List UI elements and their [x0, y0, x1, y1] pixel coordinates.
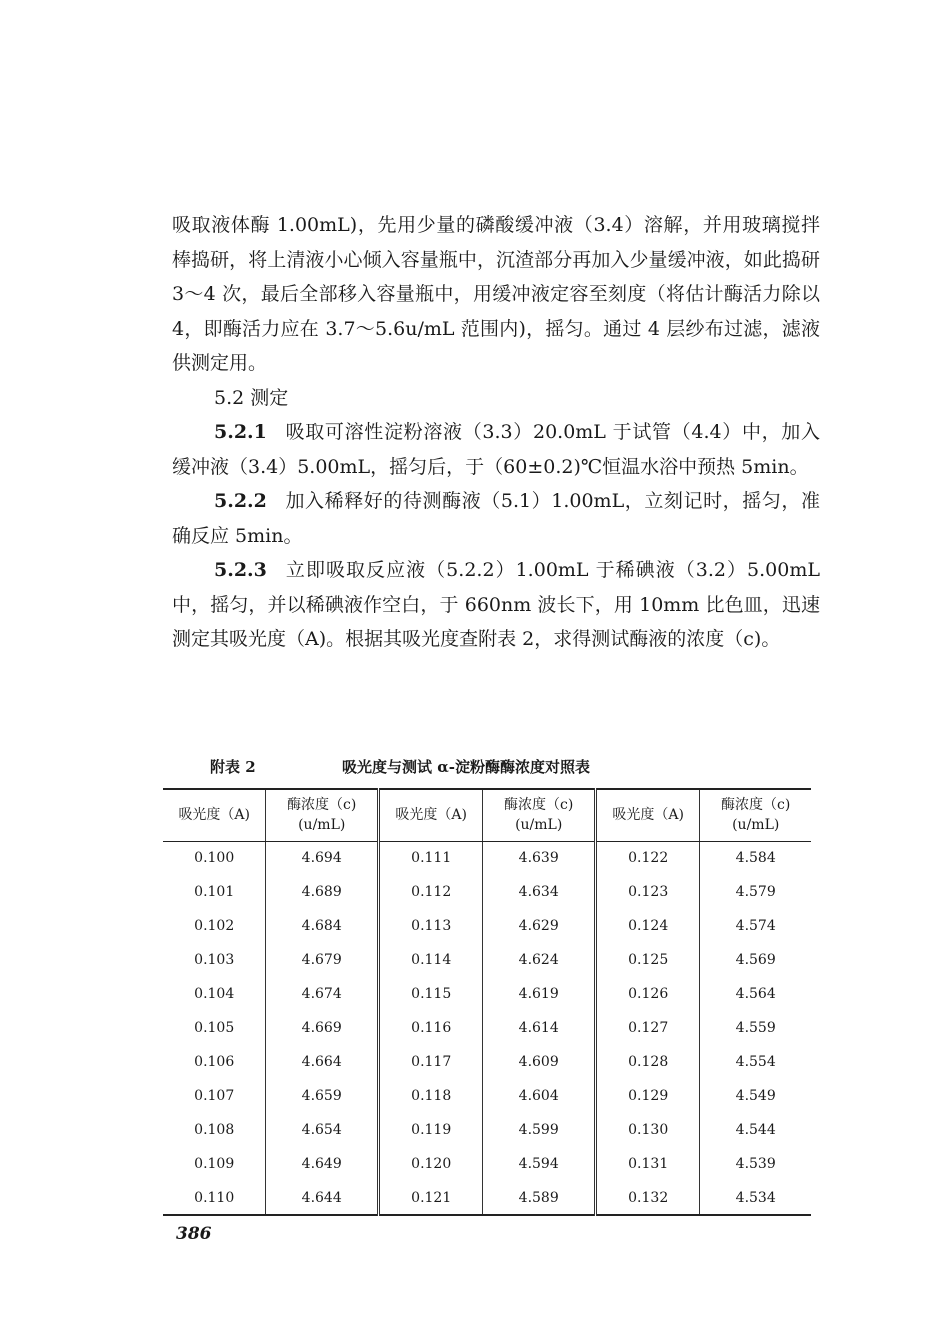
clause-text: 加入稀释好的待测酶液（5.1）1.00mL，立刻记时，摇匀，准确反应 5min。: [172, 490, 820, 547]
header-conc-unit: (u/mL): [298, 817, 346, 834]
concentration-cell: 4.624: [483, 943, 596, 977]
concentration-cell: 4.594: [483, 1147, 596, 1181]
absorbance-cell: 0.105: [194, 1020, 235, 1036]
absorbance-cell: 0.114: [378, 943, 482, 977]
header-absorbance: 吸光度（A): [378, 789, 482, 841]
concentration-cell: 4.539: [700, 1147, 811, 1181]
concentration-cell: 4.659: [266, 1079, 379, 1113]
concentration-cell: 4.664: [266, 1045, 379, 1079]
table-row: [163, 977, 811, 1011]
table-label: 附表 2: [210, 758, 256, 776]
clause-text: 吸取可溶性淀粉溶液（3.3）20.0mL 于试管（4.4）中，加入缓冲液（3.4）5.00mL，摇匀后，于（60±0.2)℃恒温水浴中预热 5min。: [172, 421, 820, 478]
absorbance-cell: 0.104: [194, 986, 235, 1002]
concentration-cell: 4.599: [483, 1113, 596, 1147]
clause-number: 5.2.1: [214, 421, 267, 443]
absorbance-cell: 0.116: [378, 1011, 482, 1045]
absorbance-cell: 0.123: [595, 875, 699, 909]
concentration-cell: 4.694: [266, 841, 379, 875]
table-row: [163, 943, 811, 977]
clause-number: 5.2.2: [214, 490, 267, 512]
concentration-cell: 4.639: [483, 841, 596, 875]
table-row: [163, 909, 811, 943]
concentration-cell: 4.614: [483, 1011, 596, 1045]
concentration-cell: 4.649: [266, 1147, 379, 1181]
concentration-cell: 4.679: [266, 943, 379, 977]
page-number: 386: [176, 1224, 212, 1244]
absorbance-cell: 0.132: [595, 1181, 699, 1215]
absorbance-cell: 0.130: [595, 1113, 699, 1147]
paragraph-5-2-2: [172, 484, 820, 553]
concentration-cell: 4.584: [700, 841, 811, 875]
absorbance-cell: 0.110: [163, 1181, 266, 1215]
paragraph-5-2-3: [172, 553, 820, 657]
concentration-cell: 4.654: [266, 1113, 379, 1147]
absorbance-cell: 0.100: [194, 850, 235, 867]
absorbance-cell: 0.103: [194, 952, 235, 968]
table-title: 吸光度与测试 α-淀粉酶酶浓度对照表: [342, 758, 590, 776]
table-row: [163, 1079, 811, 1113]
concentration-cell: 4.564: [700, 977, 811, 1011]
header-concentration: [266, 789, 379, 841]
concentration-cell: 4.674: [266, 977, 379, 1011]
concentration-cell: 4.549: [700, 1079, 811, 1113]
absorbance-cell: 0.115: [378, 977, 482, 1011]
table-caption: [210, 756, 810, 782]
table-row: [163, 1147, 811, 1181]
absorbance-cell: 0.131: [595, 1147, 699, 1181]
absorbance-cell: 0.113: [378, 909, 482, 943]
absorbance-cell: 0.109: [194, 1156, 235, 1172]
header-conc-unit: (u/mL): [515, 817, 563, 834]
absorbance-cell: 0.128: [595, 1045, 699, 1079]
paragraph-5-2-1: [172, 415, 820, 484]
concentration-cell: 4.684: [266, 909, 379, 943]
absorbance-concentration-table: [163, 788, 811, 1216]
concentration-cell: 4.609: [483, 1045, 596, 1079]
absorbance-cell: 0.126: [595, 977, 699, 1011]
absorbance-cell: 0.124: [595, 909, 699, 943]
concentration-cell: 4.689: [266, 875, 379, 909]
absorbance-cell: 0.117: [378, 1045, 482, 1079]
table-row: [163, 1045, 811, 1079]
absorbance-cell: 0.125: [595, 943, 699, 977]
concentration-cell: 4.579: [700, 875, 811, 909]
paragraph-continuation: 吸取液体酶 1.00mL)，先用少量的磷酸缓冲液（3.4）溶解，并用玻璃搅拌棒捣研，将上清液小心倾入容量瓶中，沉渣部分再加入少量缓冲液，如此捣研 3～4 次，最后全部移入容量瓶中，用缓冲液定容至刻度（将估计酶活力除以 4，即酶活力应在 3.7～5.6u/mL 范围内)，摇匀。通过 4 层纱布过滤，滤液供测定用。: [172, 214, 820, 374]
table-row: [163, 1113, 811, 1147]
concentration-cell: 4.644: [266, 1181, 379, 1215]
absorbance-cell: 0.101: [194, 884, 235, 900]
clause-number: 5.2.3: [214, 559, 267, 581]
table-header-row: [163, 789, 811, 841]
header-absorbance: 吸光度（A): [595, 789, 699, 841]
table-row: [163, 875, 811, 909]
concentration-cell: 4.544: [700, 1113, 811, 1147]
clause-text: 立即吸取反应液（5.2.2）1.00mL 于稀碘液（3.2）5.00mL 中，摇匀，并以稀碘液作空白，于 660nm 波长下，用 10mm 比色皿，迅速测定其吸光度（A)。根据其吸光度查附表 2，求得测试酶液的浓度（c)。: [172, 559, 820, 650]
concentration-cell: 4.559: [700, 1011, 811, 1045]
absorbance-cell: 0.119: [378, 1113, 482, 1147]
concentration-cell: 4.554: [700, 1045, 811, 1079]
absorbance-cell: 0.127: [595, 1011, 699, 1045]
concentration-cell: 4.634: [483, 875, 596, 909]
concentration-cell: 4.589: [483, 1181, 596, 1215]
absorbance-cell: 0.118: [378, 1079, 482, 1113]
concentration-cell: 4.604: [483, 1079, 596, 1113]
absorbance-cell: 0.129: [595, 1079, 699, 1113]
header-concentration: [700, 789, 811, 841]
table-row: [163, 841, 811, 875]
body-text: [172, 208, 820, 657]
absorbance-cell: 0.121: [378, 1181, 482, 1215]
absorbance-cell: 0.106: [194, 1054, 235, 1070]
concentration-cell: 4.619: [483, 977, 596, 1011]
header-conc-label: 酶浓度（c): [287, 797, 357, 814]
absorbance-cell: 0.108: [194, 1122, 235, 1138]
concentration-cell: 4.534: [700, 1181, 811, 1215]
concentration-cell: 4.574: [700, 909, 811, 943]
concentration-cell: 4.629: [483, 909, 596, 943]
header-conc-label: 酶浓度（c): [504, 797, 574, 814]
absorbance-cell: 0.111: [378, 841, 482, 875]
header-conc-label: 酶浓度（c): [721, 797, 791, 814]
table-row: [163, 1011, 811, 1045]
header-concentration: [483, 789, 596, 841]
section-heading-5-2: 5.2 测定: [214, 386, 289, 409]
header-conc-unit: (u/mL): [732, 817, 780, 834]
table-row: [163, 1181, 811, 1215]
absorbance-cell: 0.120: [378, 1147, 482, 1181]
absorbance-cell: 0.102: [194, 918, 235, 934]
concentration-cell: 4.569: [700, 943, 811, 977]
absorbance-cell: 0.107: [194, 1088, 235, 1104]
absorbance-cell: 0.122: [595, 841, 699, 875]
concentration-cell: 4.669: [266, 1011, 379, 1045]
header-absorbance: 吸光度（A): [163, 789, 266, 841]
absorbance-cell: 0.112: [378, 875, 482, 909]
